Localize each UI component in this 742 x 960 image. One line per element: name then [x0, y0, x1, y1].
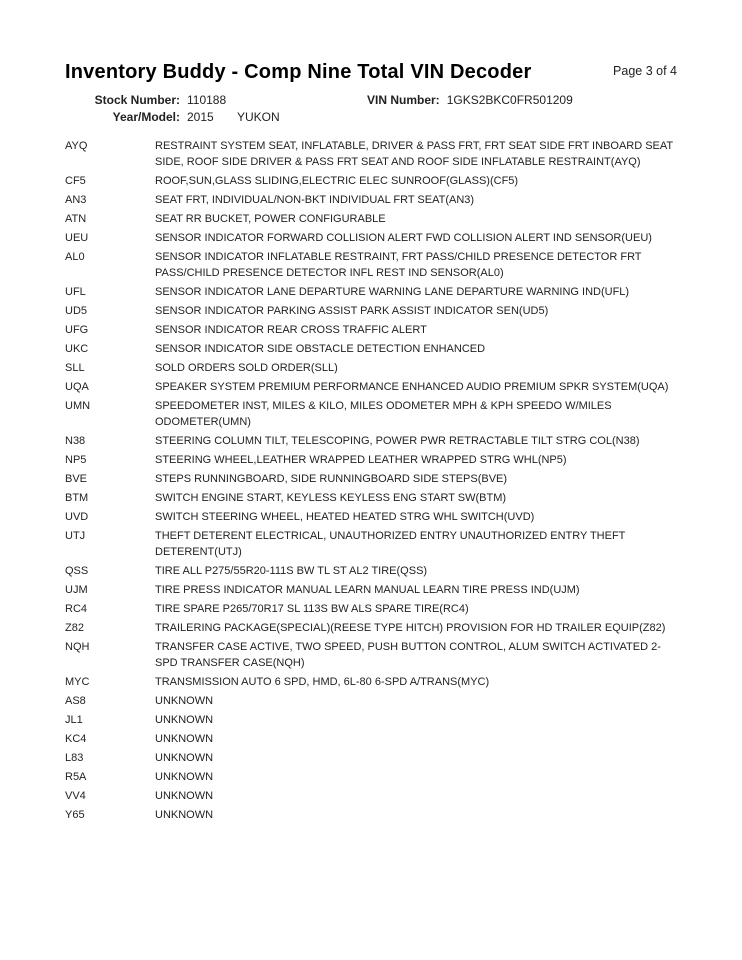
option-code: VV4	[65, 790, 86, 802]
option-row	[65, 284, 677, 300]
option-description: SENSOR INDICATOR SIDE OBSTACLE DETECTION ENHANCED	[155, 343, 486, 355]
option-description: SEAT FRT, INDIVIDUAL/NON-BKT INDIVIDUAL FRT SEAT(AN3)	[155, 194, 475, 206]
option-code: Z82	[65, 622, 84, 634]
option-description: SPEEDOMETER INST, MILES & KILO, MILES ODOMETER MPH & KPH SPEEDO W/MILES ODOMETER(UMN)	[155, 400, 612, 428]
option-description: SOLD ORDERS SOLD ORDER(SLL)	[155, 362, 338, 374]
option-description: SENSOR INDICATOR FORWARD COLLISION ALERT FWD COLLISION ALERT IND SENSOR(UEU)	[155, 232, 652, 244]
option-row	[65, 452, 677, 468]
option-row	[65, 582, 677, 598]
option-description: TIRE ALL P275/55R20-111S BW TL ST AL2 TIRE(QSS)	[155, 565, 428, 577]
report-header	[65, 60, 677, 84]
option-row	[65, 639, 677, 671]
option-row	[65, 398, 677, 430]
option-description: THEFT DETERENT ELECTRICAL, UNAUTHORIZED ENTRY UNAUTHORIZED ENTRY THEFT DETERENT(UTJ)	[155, 530, 626, 558]
vin-number-value: 1GKS2BKC0FR501209	[446, 93, 573, 107]
option-description: STEERING COLUMN TILT, TELESCOPING, POWER PWR RETRACTABLE TILT STRG COL(N38)	[155, 435, 640, 447]
option-description: SENSOR INDICATOR PARKING ASSIST PARK ASSIST INDICATOR SEN(UD5)	[155, 305, 549, 317]
option-description: SENSOR INDICATOR REAR CROSS TRAFFIC ALERT	[155, 324, 427, 336]
option-row	[65, 379, 677, 395]
option-code: AS8	[65, 695, 86, 707]
option-row	[65, 322, 677, 338]
option-code: AYQ	[65, 140, 88, 152]
option-description: UNKNOWN	[155, 809, 214, 821]
option-code: AN3	[65, 194, 87, 206]
option-code: UJM	[65, 584, 88, 596]
option-code: KC4	[65, 733, 87, 745]
option-code: UFG	[65, 324, 89, 336]
option-row	[65, 563, 677, 579]
option-description: UNKNOWN	[155, 695, 214, 707]
option-row	[65, 693, 677, 709]
option-code: UFL	[65, 286, 86, 298]
option-code: CF5	[65, 175, 86, 187]
option-description: SENSOR INDICATOR LANE DEPARTURE WARNING LANE DEPARTURE WARNING IND(UFL)	[155, 286, 630, 298]
page-indicator: Page 3 of 4	[613, 64, 677, 78]
option-code: AL0	[65, 251, 85, 263]
option-row	[65, 341, 677, 357]
option-description: TRANSMISSION AUTO 6 SPD, HMD, 6L-80 6-SPD A/TRANS(MYC)	[155, 676, 490, 688]
option-row	[65, 712, 677, 728]
option-description: RESTRAINT SYSTEM SEAT, INFLATABLE, DRIVER & PASS FRT, FRT SEAT SIDE FRT INBOARD SEAT SIDE, ROOF SIDE DRIVER & PASS FRT SEAT AND ROOF SIDE INFLATABLE RESTRAINT(AYQ)	[155, 140, 673, 168]
option-code: MYC	[65, 676, 90, 688]
option-description: SEAT RR BUCKET, POWER CONFIGURABLE	[155, 213, 386, 225]
option-description: TIRE SPARE P265/70R17 SL 113S BW ALS SPARE TIRE(RC4)	[155, 603, 469, 615]
option-row	[65, 528, 677, 560]
option-row	[65, 509, 677, 525]
stock-vin-row	[65, 92, 677, 109]
option-code: NP5	[65, 454, 87, 466]
option-description: UNKNOWN	[155, 733, 214, 745]
option-code: L83	[65, 752, 84, 764]
option-description: SPEAKER SYSTEM PREMIUM PERFORMANCE ENHANCED AUDIO PREMIUM SPKR SYSTEM(UQA)	[155, 381, 669, 393]
option-row	[65, 360, 677, 376]
model-value: YUKON	[237, 110, 280, 124]
option-row	[65, 490, 677, 506]
option-code: QSS	[65, 565, 89, 577]
option-row	[65, 601, 677, 617]
option-row	[65, 303, 677, 319]
option-row	[65, 173, 677, 189]
option-row	[65, 249, 677, 281]
stock-number-label: Stock Number:	[94, 93, 180, 107]
option-row	[65, 433, 677, 449]
option-description: UNKNOWN	[155, 752, 214, 764]
option-code: R5A	[65, 771, 87, 783]
option-description: UNKNOWN	[155, 771, 214, 783]
option-row	[65, 471, 677, 487]
option-description: STEPS RUNNINGBOARD, SIDE RUNNINGBOARD SIDE STEPS(BVE)	[155, 473, 508, 485]
option-description: TIRE PRESS INDICATOR MANUAL LEARN MANUAL LEARN TIRE PRESS IND(UJM)	[155, 584, 580, 596]
option-code: UQA	[65, 381, 89, 393]
option-code: JL1	[65, 714, 83, 726]
option-row	[65, 620, 677, 636]
option-description: TRANSFER CASE ACTIVE, TWO SPEED, PUSH BUTTON CONTROL, ALUM SWITCH ACTIVATED 2-SPD TRANSFER CASE(NQH)	[155, 641, 661, 669]
option-code: N38	[65, 435, 86, 447]
option-description: SWITCH ENGINE START, KEYLESS KEYLESS ENG START SW(BTM)	[155, 492, 507, 504]
year-value: 2015	[187, 110, 214, 124]
option-code: UTJ	[65, 530, 86, 542]
option-code: NQH	[65, 641, 90, 653]
year-model-row	[65, 109, 677, 126]
option-code: UKC	[65, 343, 89, 355]
option-code: BTM	[65, 492, 89, 504]
option-code: SLL	[65, 362, 85, 374]
page-title: Inventory Buddy - Comp Nine Total VIN Decoder	[65, 61, 532, 83]
option-code: UVD	[65, 511, 89, 523]
option-code: UEU	[65, 232, 89, 244]
option-row	[65, 788, 677, 804]
option-description: UNKNOWN	[155, 714, 214, 726]
stock-number-value: 110188	[187, 93, 227, 107]
option-description: STEERING WHEEL,LEATHER WRAPPED LEATHER WRAPPED STRG WHL(NP5)	[155, 454, 567, 466]
vin-number-label: VIN Number:	[367, 93, 440, 107]
option-code: BVE	[65, 473, 88, 485]
option-row	[65, 807, 677, 823]
option-description: SENSOR INDICATOR INFLATABLE RESTRAINT, FRT PASS/CHILD PRESENCE DETECTOR FRT PASS/CHILD PRESENCE DETECTOR INFL REST IND SENSOR(AL0)	[155, 251, 642, 279]
option-code: ATN	[65, 213, 87, 225]
vehicle-info	[65, 92, 677, 126]
options-list	[65, 138, 677, 823]
option-row	[65, 192, 677, 208]
option-row	[65, 230, 677, 246]
option-code: Y65	[65, 809, 85, 821]
option-row	[65, 750, 677, 766]
option-description: SWITCH STEERING WHEEL, HEATED HEATED STRG WHL SWITCH(UVD)	[155, 511, 535, 523]
option-description: TRAILERING PACKAGE(SPECIAL)(REESE TYPE HITCH) PROVISION FOR HD TRAILER EQUIP(Z82)	[155, 622, 666, 634]
option-row	[65, 138, 677, 170]
option-row	[65, 674, 677, 690]
option-code: RC4	[65, 603, 88, 615]
option-code: UMN	[65, 400, 91, 412]
option-row	[65, 769, 677, 785]
option-description: ROOF,SUN,GLASS SLIDING,ELECTRIC ELEC SUNROOF(GLASS)(CF5)	[155, 175, 519, 187]
option-row	[65, 211, 677, 227]
option-code: UD5	[65, 305, 88, 317]
option-row	[65, 731, 677, 747]
year-model-label: Year/Model:	[112, 110, 180, 124]
option-description: UNKNOWN	[155, 790, 214, 802]
